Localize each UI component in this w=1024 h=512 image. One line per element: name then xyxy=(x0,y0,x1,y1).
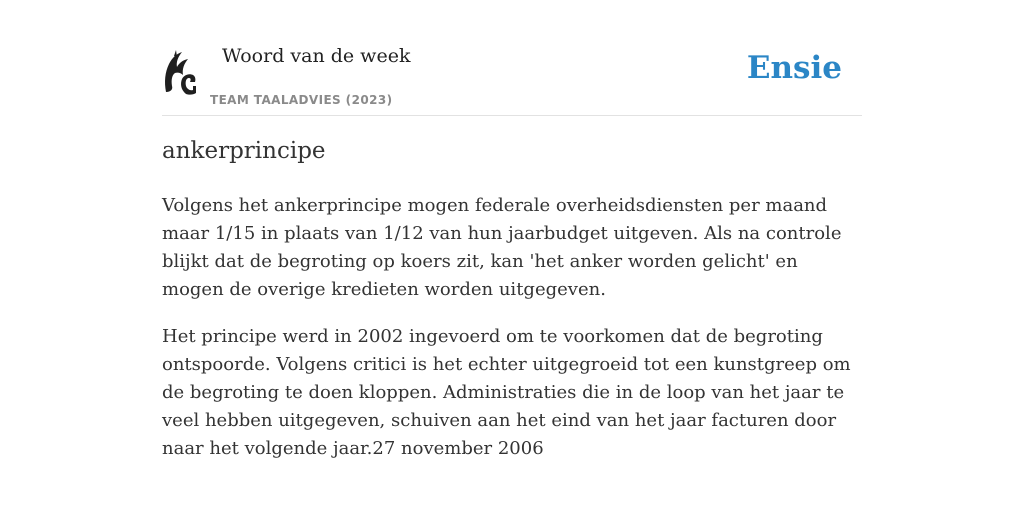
page xyxy=(162,0,862,512)
page-title: Woord van de week xyxy=(222,45,411,67)
entry-term: ankerprincipe xyxy=(162,138,326,164)
flemish-lion-logo-icon[interactable] xyxy=(162,48,198,96)
entry-paragraph: Volgens het ankerprincipe mogen federale overheidsdiensten per maand maar 1/15 in plaats van 1/12 van hun jaarbudget uitgeven. Als na controle blijkt dat de begroting op koers zit, kan 'het anker worden gelicht' en mogen de overige kredieten worden uitgegeven. xyxy=(162,195,842,300)
author-label[interactable]: TEAM TAALADVIES (2023) xyxy=(210,93,393,107)
entry-paragraph: Het principe werd in 2002 ingevoerd om te voorkomen dat de begroting ontspoorde. Volgens critici is het echter uitgegroeid tot een kunstgreep om de begroting te doen kloppen. Administraties die in de loop van het jaar te veel hebben uitgegeven, schuiven aan het eind van het jaar facturen door naar het volgende jaar.27 november 2006 xyxy=(162,326,851,459)
header-divider xyxy=(162,115,862,116)
brand-logo[interactable]: Ensie xyxy=(746,50,842,86)
entry-body xyxy=(162,192,862,482)
